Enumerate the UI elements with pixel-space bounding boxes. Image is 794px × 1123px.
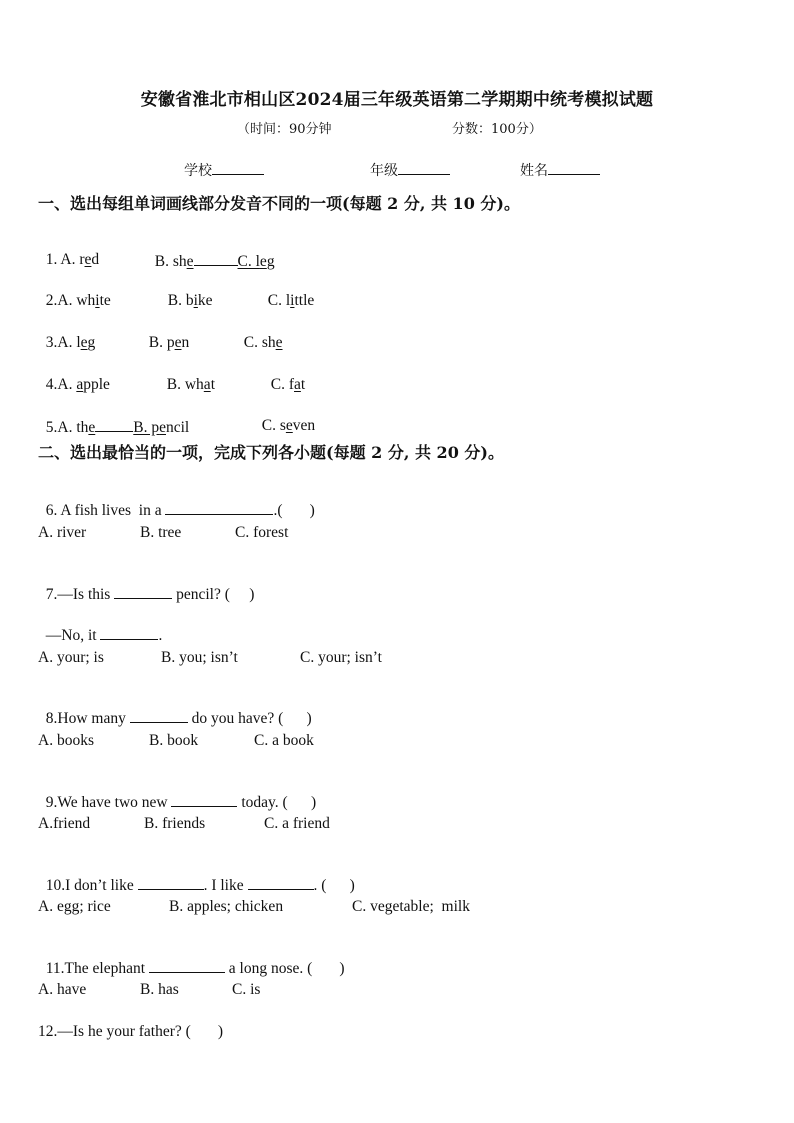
question-stem-end: .( ) (273, 502, 315, 519)
q10-option-a[interactable]: A. egg; rice (38, 898, 111, 915)
option-c-underlined: e (285, 417, 293, 434)
q8-option-a[interactable]: A. books (38, 732, 94, 749)
question-7-reply (38, 607, 162, 645)
q4-option-c (263, 358, 305, 394)
exam-time: （时间：90分钟 (237, 122, 332, 137)
option-a-post: d (91, 251, 100, 268)
question-stem: 9.We have two new (45, 794, 172, 811)
option-b-underlined: e (174, 334, 182, 351)
option-b-pre: B. p (148, 334, 175, 351)
option-a-post: te (99, 292, 111, 309)
question-7 (38, 566, 254, 604)
question-2 (38, 274, 111, 310)
option-a-underlined: e (88, 419, 96, 436)
q9-option-a[interactable]: A.friend (38, 815, 91, 832)
school-label: 学校 (184, 163, 212, 179)
q6-option-b[interactable]: B. tree (140, 524, 182, 541)
reply-end: . (158, 627, 163, 644)
option-c-underlined: e (275, 334, 283, 351)
answer-blank[interactable] (130, 708, 188, 723)
page-title: 安徽省淮北市相山区2024届三年级英语第二学期期中统考模拟试题 (140, 90, 654, 110)
q3-option-b (141, 316, 189, 352)
option-c-pre: C. l (237, 253, 260, 270)
grade-blank[interactable] (398, 160, 450, 175)
q2-option-c (260, 274, 314, 310)
answer-blank[interactable] (165, 500, 273, 515)
option-a-underlined: a (76, 376, 84, 393)
question-1 (38, 233, 99, 269)
school-blank[interactable] (212, 160, 264, 175)
question-6 (38, 482, 315, 520)
option-c-underlined: e (259, 253, 267, 270)
school-field[interactable] (184, 160, 264, 180)
question-4 (38, 358, 110, 394)
answer-blank[interactable] (248, 875, 314, 890)
answer-blank[interactable] (138, 875, 204, 890)
underline-gap (95, 417, 133, 432)
option-c-pre: C. l (267, 292, 291, 309)
option-b-underlined: e (186, 253, 194, 270)
option-b-post: n (181, 334, 190, 351)
option-b-pre: B. p (133, 419, 160, 436)
option-a-pre: A. wh (57, 292, 96, 309)
reply-stem: —No, it (45, 627, 101, 644)
q7-option-c[interactable]: C. your; isn’t (300, 649, 382, 666)
name-label: 姓名 (520, 163, 548, 179)
option-b-post: t (210, 376, 215, 393)
q10-option-b[interactable]: B. apples; chicken (169, 898, 284, 915)
question-10 (38, 857, 355, 895)
question-9 (38, 774, 316, 812)
question-8 (38, 690, 312, 728)
question-stem-end: a long nose. ( ) (224, 960, 345, 977)
grade-label: 年级 (370, 163, 398, 179)
question-stem-end: pencil? ( ) (172, 586, 255, 603)
underline-gap (194, 251, 238, 266)
q10-option-c[interactable]: C. vegetable; milk (352, 898, 470, 915)
name-field[interactable] (520, 160, 600, 180)
question-number: 4. (45, 376, 58, 393)
option-a-post: pple (83, 376, 110, 393)
answer-blank[interactable] (149, 958, 225, 973)
q9-option-b[interactable]: B. friends (144, 815, 206, 832)
option-b-post: ke (197, 292, 213, 309)
option-a-post: g (87, 334, 96, 351)
option-a-underlined: e (84, 251, 92, 268)
q8-option-c[interactable]: C. a book (254, 732, 314, 749)
option-c-post: ttle (294, 292, 315, 309)
name-blank[interactable] (548, 160, 600, 175)
question-11 (38, 940, 345, 978)
option-c-pre: C. f (270, 376, 294, 393)
option-b-pre: B. b (167, 292, 194, 309)
question-3 (38, 316, 95, 352)
q5-option-c (254, 399, 315, 435)
option-a-pre: A. r (60, 251, 85, 268)
question-stem: 7.—Is this (45, 586, 115, 603)
option-c-post: ven (292, 417, 316, 434)
question-stem-end: today. ( ) (237, 794, 317, 811)
q1-option-b (147, 233, 275, 271)
option-c-pre: C. sh (243, 334, 276, 351)
q6-option-a[interactable]: A. river (38, 524, 87, 541)
option-a-underlined: i (95, 292, 100, 309)
answer-blank[interactable] (114, 584, 172, 599)
exam-score: 分数：100分） (452, 122, 542, 137)
q11-option-a[interactable]: A. have (38, 981, 87, 998)
question-number: 1. (45, 251, 61, 268)
question-5 (38, 399, 189, 437)
q3-option-c (236, 316, 283, 352)
option-b-post: ncil (166, 419, 190, 436)
option-c-post: g (266, 253, 275, 270)
option-b-pre: B. sh (154, 253, 187, 270)
section1-heading: 一、选出每组单词画线部分发音不同的一项(每题 2 分, 共 10 分)。 (38, 194, 520, 213)
question-number: 2. (45, 292, 58, 309)
question-12: 12.—Is he your father? ( ) (38, 1023, 224, 1040)
question-number: 5. (45, 419, 58, 436)
section2-heading: 二、选出最恰当的一项，完成下列各小题(每题 2 分, 共 20 分)。 (38, 443, 504, 462)
q8-option-b[interactable]: B. book (149, 732, 199, 749)
option-a-pre: A. l (57, 334, 81, 351)
question-stem: 6. A fish lives in a (45, 502, 166, 519)
option-b-underlined: a (203, 376, 211, 393)
q9-option-c[interactable]: C. a friend (264, 815, 330, 832)
option-b-underlined: i (193, 292, 198, 309)
q11-option-b[interactable]: B. has (140, 981, 179, 998)
grade-field[interactable] (370, 160, 450, 180)
q7-option-a[interactable]: A. your; is (38, 649, 104, 666)
option-a-pre: A. (57, 376, 77, 393)
option-b-underlined: e (159, 419, 166, 436)
option-c-pre: C. s (261, 417, 286, 434)
option-c-underlined: a (294, 376, 301, 393)
question-stem-mid: . I like (203, 877, 248, 894)
option-c-underlined: i (290, 292, 295, 309)
q4-option-b (159, 358, 215, 394)
option-c-post: t (300, 376, 306, 393)
question-stem: 10.I don’t like (45, 877, 138, 894)
answer-blank[interactable] (171, 792, 237, 807)
q6-option-c[interactable]: C. forest (235, 524, 289, 541)
question-stem: 8.How many (45, 710, 130, 727)
question-stem-end: . ( ) (313, 877, 355, 894)
q2-option-b (160, 274, 213, 310)
option-a-pre: A. th (57, 419, 89, 436)
question-stem: 11.The elephant (45, 960, 149, 977)
option-b-pre: B. wh (166, 376, 204, 393)
answer-blank[interactable] (100, 625, 158, 640)
q11-option-c[interactable]: C. is (232, 981, 261, 998)
question-number: 3. (45, 334, 58, 351)
option-a-underlined: e (80, 334, 88, 351)
q7-option-b[interactable]: B. you; isn’t (161, 649, 238, 666)
question-stem-end: do you have? ( ) (187, 710, 312, 727)
